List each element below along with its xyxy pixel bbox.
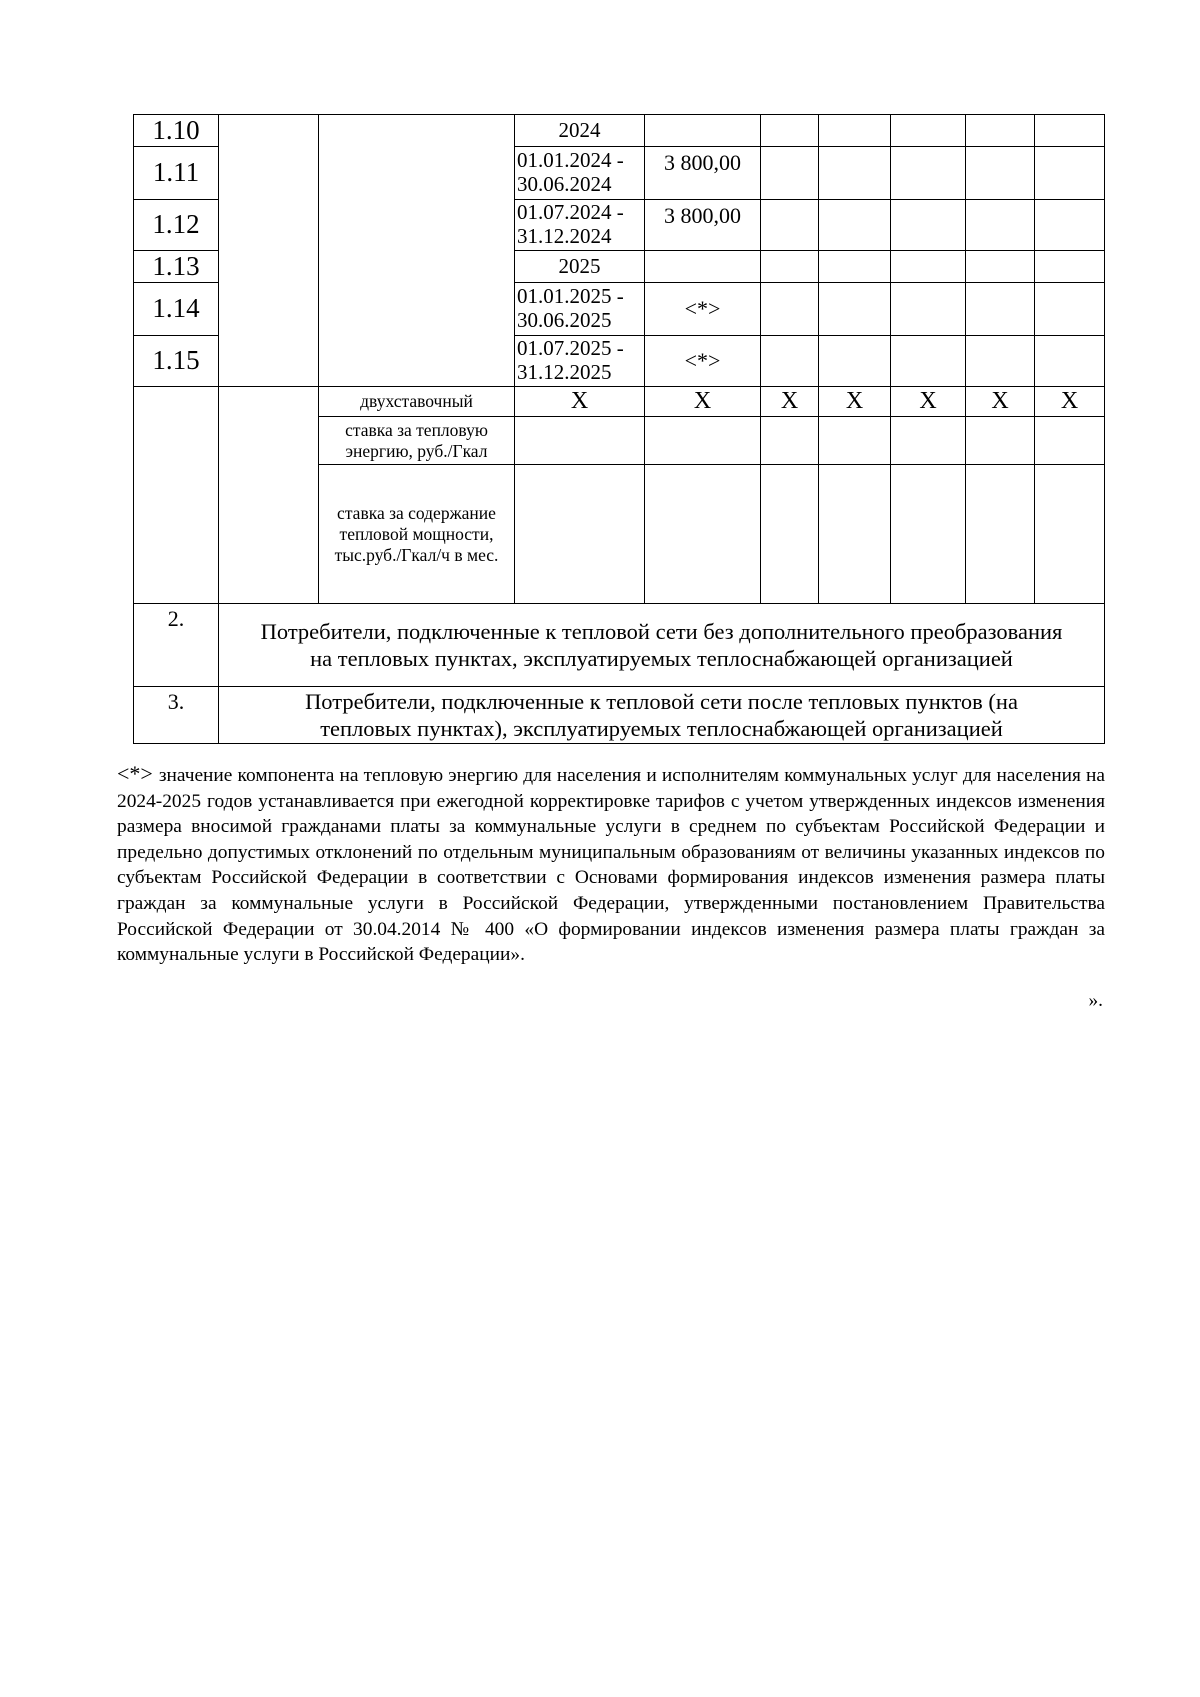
table-row: [134, 604, 1105, 687]
empty-cell: [645, 465, 761, 604]
x-mark: X: [891, 387, 966, 417]
empty-cell: [761, 336, 819, 387]
empty-cell: [966, 115, 1035, 147]
empty-cell: [761, 417, 819, 465]
row-number: 1.14: [134, 283, 219, 336]
closing-quote: ».: [1088, 990, 1103, 1011]
empty-cell: [1035, 147, 1105, 200]
value-cell: 3 800,00: [645, 200, 761, 251]
empty-cell: [1035, 200, 1105, 251]
empty-cell: [761, 200, 819, 251]
empty-cell: [891, 115, 966, 147]
empty-cell: [966, 417, 1035, 465]
section-number: 2.: [134, 604, 219, 687]
x-mark: X: [966, 387, 1035, 417]
empty-cell: [1035, 251, 1105, 283]
empty-cell: [891, 147, 966, 200]
empty-cell: [819, 147, 891, 200]
value-cell: <*>: [645, 336, 761, 387]
period-cell: 01.01.2025 - 30.06.2025: [515, 283, 645, 336]
empty-cell: [515, 465, 645, 604]
empty-cell: [891, 417, 966, 465]
table-row: [134, 387, 1105, 417]
x-mark: X: [515, 387, 645, 417]
row-number: 1.11: [134, 147, 219, 200]
empty-cell: [891, 200, 966, 251]
empty-cell: [761, 147, 819, 200]
empty-cell: [891, 251, 966, 283]
empty-cell: [1035, 283, 1105, 336]
empty-cell: [761, 465, 819, 604]
empty-cell: [819, 200, 891, 251]
empty-cell: [1035, 115, 1105, 147]
period-cell: 01.07.2025 - 31.12.2025: [515, 336, 645, 387]
empty-cell: [1035, 336, 1105, 387]
empty-cell: [819, 251, 891, 283]
blank-cell: [319, 115, 515, 387]
empty-cell: [966, 200, 1035, 251]
x-mark: X: [761, 387, 819, 417]
rate-capacity-label: ставка за содержание тепловой мощности, тыс.руб./Гкал/ч в мес.: [319, 465, 515, 604]
empty-cell: [645, 417, 761, 465]
empty-cell: [819, 336, 891, 387]
empty-cell: [819, 417, 891, 465]
x-mark: X: [1035, 387, 1105, 417]
section-heading: Потребители, подключенные к тепловой сети после тепловых пунктов (на тепловых пунктах), эксплуатируемых теплоснабжающей организацией: [219, 687, 1105, 744]
empty-cell: [966, 283, 1035, 336]
empty-cell: [1035, 465, 1105, 604]
value-cell: 3 800,00: [645, 147, 761, 200]
blank-cell: [219, 387, 319, 604]
value-cell: <*>: [645, 283, 761, 336]
table-row: [134, 115, 1105, 147]
empty-cell: [966, 147, 1035, 200]
empty-cell: [819, 115, 891, 147]
section-heading: Потребители, подключенные к тепловой сети без дополнительного преобразования на тепловых пунктах, эксплуатируемых теплоснабжающей организацией: [219, 604, 1105, 687]
footnote: [117, 761, 1105, 968]
x-mark: X: [645, 387, 761, 417]
empty-cell: [515, 417, 645, 465]
empty-cell: [891, 465, 966, 604]
row-number: 1.10: [134, 115, 219, 147]
two-part-label: двухставочный: [319, 387, 515, 417]
x-mark: X: [819, 387, 891, 417]
value-cell: [645, 115, 761, 147]
row-number: 1.15: [134, 336, 219, 387]
empty-cell: [891, 283, 966, 336]
row-number: 1.13: [134, 251, 219, 283]
value-cell: [645, 251, 761, 283]
year-cell: 2025: [515, 251, 645, 283]
empty-cell: [761, 283, 819, 336]
empty-cell: [966, 251, 1035, 283]
row-number: 1.12: [134, 200, 219, 251]
empty-cell: [891, 336, 966, 387]
period-cell: 01.07.2024 - 31.12.2024: [515, 200, 645, 251]
period-cell: 01.01.2024 - 30.06.2024: [515, 147, 645, 200]
year-cell: 2024: [515, 115, 645, 147]
blank-cell: [219, 115, 319, 387]
rate-energy-label: ставка за тепловую энергию, руб./Гкал: [319, 417, 515, 465]
empty-cell: [966, 465, 1035, 604]
empty-cell: [1035, 417, 1105, 465]
section-number: 3.: [134, 687, 219, 744]
footnote-text: значение компонента на тепловую энергию для населения и исполнителям коммунальных услуг для населения на 2024-2025 годов устанавливается при ежегодной корректировке тарифов с учетом утвержденных индексов изменения размера вносимой гражданами платы за коммунальные услуги в среднем по субъектам Российской Федерации и предельно допустимых отклонений по отдельным муниципальным образованиям от величины указанных индексов по субъектам Российской Федерации в соответствии с Основами формирования индексов изменения размера платы граждан за коммунальные услуги в Российской Федерации, утвержденными постановлением Правительства Российской Федерации от 30.04.2014 № 400 «О формировании индексов изменения размера платы граждан за коммунальные услуги в Российской Федерации».: [117, 765, 1105, 966]
tariff-table: [133, 114, 1105, 744]
footnote-mark: <*>: [117, 761, 153, 786]
empty-cell: [819, 283, 891, 336]
table-row: [134, 687, 1105, 744]
blank-cell: [134, 387, 219, 604]
empty-cell: [819, 465, 891, 604]
empty-cell: [761, 115, 819, 147]
empty-cell: [761, 251, 819, 283]
empty-cell: [966, 336, 1035, 387]
